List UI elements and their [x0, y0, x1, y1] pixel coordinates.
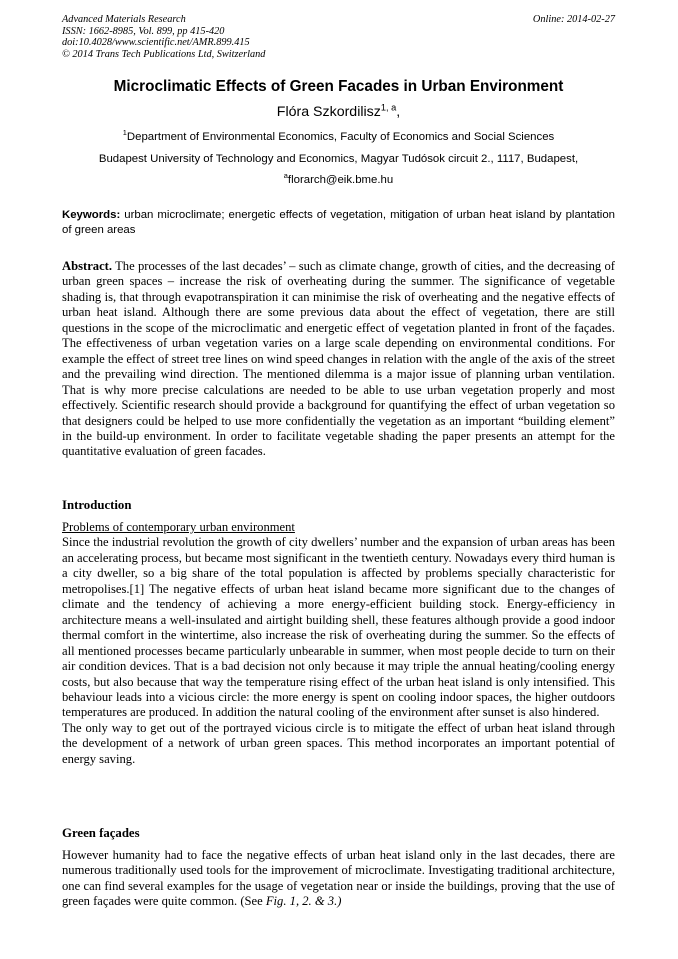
figure-reference: Fig. 1, 2. & 3.) [265, 894, 342, 909]
abstract-text: The processes of the last decades’ – such as climate change, growth of cities, and the decreasing of urban green spaces – increase the risk of overheating during the summer. The significance of vegetable shading is, that through evapotranspiration it can minimise the risk of overheating and the negative effects of urban heat island. Although there are some previous data about the effect of vegetation, there are still questions in the scope of the microclimatic and energetic effect of vegetation planted in front of the façades. The effectiveness of urban vegetation varies on a large scale depending on environmental conditions. For example the effect of street tree lines on wind speed changes in relation with the angle of the axis of the street and the prevailing wind direction. The mentioned dilemma is a major issue of planning urban ventilation. That is why more precise calculations are needed to be able to use urban vegetation properly and most effectively. Scientific research should provide a background for quantifying the effect of urban vegetation so that designers could be helped to use more confidentially the vegetation as an important “building element” in the build-up environment. In order to facilitate vegetable shading the paper presents an attempt for the quantitative evaluation of green facades. [62, 259, 615, 459]
abstract [62, 259, 615, 460]
green-facades-body [62, 848, 615, 910]
copyright-line: © 2014 Trans Tech Publications Ltd, Switzerland [62, 48, 266, 60]
issn-line: ISSN: 1662-8985, Vol. 899, pp 415-420 [62, 25, 225, 37]
introduction-heading: Introduction [62, 498, 132, 512]
doi-line: doi:10.4028/www.scientific.net/AMR.899.415 [62, 37, 250, 48]
author-name: Flóra Szkordilisz [276, 104, 381, 120]
author-sup: 1, a [380, 102, 397, 113]
author-email: $^a$florarch@eik.bme.hu [283, 171, 394, 186]
online-date: Online: 2014-02-27 [532, 14, 615, 25]
journal-header [62, 14, 615, 60]
introduction-body [62, 520, 615, 767]
affiliation-line-2: Budapest University of Technology and Economics, Magyar Tudósok circuit 2., 1117, Budapest, [98, 153, 579, 165]
introduction-subheading: Problems of contemporary urban environment [62, 520, 295, 534]
keywords-text: urban microclimate; energetic effects of vegetation, mitigation of urban heat island by plantation of green areas [62, 209, 615, 236]
abstract-label: Abstract. [62, 259, 113, 273]
keywords-label: Keywords: [62, 209, 121, 221]
introduction-paragraph-2: The only way to get out of the portrayed vicious circle is to mitigate the effect of urban heat island through the development of a network of urban green spaces. This method incorporates an important potential of energy saving. [62, 720, 615, 766]
affiliation-line-1: $^1$Department of Environmental Economics, Faculty of Economics and Social Sciences [122, 128, 555, 143]
author-line [62, 104, 615, 120]
green-facades-paragraph-1: However humanity had to face the negative effects of urban heat island only in the last decades, there are numerous traditionally used tools for the improvement of microclimate. Investigating traditional architecture, one can find several examples for the usage of vegetation near or inside the buildings, proving that the use of green façades were quite common. (See Fig. 1, 2. & 3.) [62, 848, 615, 909]
paper-title: Microclimatic Effects of Green Facades in Urban Environment [113, 78, 564, 95]
affiliation-sup: 1 [122, 128, 127, 138]
author-suffix: , [396, 104, 401, 120]
journal-name: Advanced Materials Research [62, 14, 186, 25]
green-facades-heading: Green façades [62, 826, 140, 840]
keywords [62, 208, 615, 238]
email-sup: a [283, 171, 288, 181]
introduction-paragraph-1: Since the industrial revolution the growth of city dwellers’ number and the expansion of urban areas has been an accelerating process, but became most significant in the twentieth century. Nowadays every third human is a city dweller, so a big share of the total population is affected by problems specially characteristic for metropolises.[1] The negative effects of urban heat island became more significant due to the changes of climate and the tendency of achieving a more energy-efficient building stock. Energy-efficiency in architecture means a well-insulated and airtight building shell, these features although provide a good indoor thermal comfort in the wintertime, also increase the risk of overheating during the summer. So the effects of all mentioned processes became particularly unbearable in summer, when most people decide to turn on their air condition devices. That is a bad decision not only because it may triple the annual heating/cooling energy costs, but also because that way the temperature rising effect of the urban heat island is only intensified. This behaviour leads into a vicious circle: the more energy is spent on cooling indoor spaces, the higher outdoors temperatures are produced. In addition the natural cooling of the environment after sunset is also hindered. [62, 535, 615, 720]
